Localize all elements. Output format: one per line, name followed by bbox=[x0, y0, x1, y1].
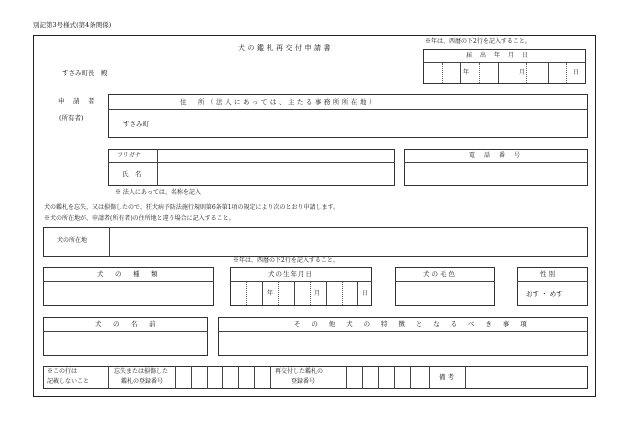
dog-name-label: 犬 の 名 前 bbox=[95, 320, 158, 328]
date-day-unit: 日 bbox=[573, 69, 580, 76]
applicant-label: 申 請 者 bbox=[58, 97, 96, 105]
office-row-divider bbox=[465, 366, 466, 389]
lost-tag-label-line2: 鑑札の登録番号 bbox=[121, 378, 164, 385]
sex-divider bbox=[517, 281, 588, 282]
birthdate-cell-divider bbox=[310, 282, 311, 305]
name-box bbox=[108, 149, 395, 186]
birthdate-month-unit: 月 bbox=[314, 290, 321, 297]
lost-tag-cell-divider bbox=[238, 366, 239, 389]
address-value[interactable]: すさみ町 bbox=[123, 120, 149, 128]
year-note-top: ※年は、西暦の下2行を記入すること。 bbox=[425, 38, 531, 45]
office-row-divider bbox=[108, 366, 109, 389]
birthdate-cell-divider bbox=[326, 282, 327, 305]
dog-location-label: 犬の所在地 bbox=[57, 237, 88, 244]
location-note: ※犬の所在地が、申請者(所有者)の住所地と違う場合に記入すること。 bbox=[44, 215, 235, 222]
office-row-divider bbox=[429, 366, 430, 389]
lost-tag-cell-divider bbox=[191, 366, 192, 389]
coat-color-divider bbox=[395, 281, 495, 282]
corporation-note: ※ 法人にあっては、名称を記入 bbox=[115, 189, 201, 196]
birthdate-divider bbox=[230, 281, 372, 282]
lost-tag-cell-divider bbox=[207, 366, 208, 389]
birthdate-cell-divider bbox=[246, 282, 247, 305]
features-label: そ の 他 犬 の 特 徴 と な る べ き 事 項 bbox=[294, 320, 529, 328]
date-cell-divider bbox=[548, 63, 549, 83]
submission-date-divider bbox=[423, 62, 586, 63]
birthdate-cell-divider bbox=[357, 282, 358, 305]
date-month-unit: 月 bbox=[519, 69, 526, 76]
submission-date-label: 届 出 年 月 日 bbox=[466, 52, 530, 59]
sex-options[interactable]: おす ・ めす bbox=[526, 290, 563, 298]
dog-location-divider bbox=[109, 227, 110, 257]
furigana-label: フリガナ bbox=[117, 152, 141, 159]
birthdate-label: 犬の生年月日 bbox=[268, 270, 313, 278]
phone-divider bbox=[404, 162, 588, 163]
address-header: 住 所（法人にあっては、主たる事務所所在地） bbox=[180, 98, 378, 106]
sex-label: 性別 bbox=[540, 270, 557, 278]
name-row-divider bbox=[108, 162, 395, 163]
date-cell-divider bbox=[442, 63, 443, 83]
remarks-label: 備考 bbox=[439, 373, 456, 381]
name-label: 氏 名 bbox=[122, 170, 142, 178]
date-cell-divider bbox=[479, 63, 480, 83]
lost-tag-cell-divider bbox=[222, 366, 223, 389]
dog-location-box bbox=[43, 227, 588, 257]
office-note-line2: 記載しないこと bbox=[47, 378, 90, 385]
office-row-divider bbox=[270, 366, 271, 389]
features-divider bbox=[218, 331, 588, 332]
form-title: 犬の鑑札再交付申請書 bbox=[238, 44, 333, 52]
birthdate-cell-divider bbox=[278, 282, 279, 305]
date-cell-divider bbox=[460, 63, 461, 83]
date-cell-divider bbox=[566, 63, 567, 83]
birthdate-cell-divider bbox=[262, 282, 263, 305]
date-cell-divider bbox=[498, 63, 499, 83]
new-tag-label-line1: 再交付した鑑札の bbox=[275, 368, 324, 375]
date-year-unit: 年 bbox=[463, 69, 470, 76]
birthdate-cell-divider bbox=[294, 282, 295, 305]
new-tag-cell-divider bbox=[378, 366, 379, 389]
dog-name-divider bbox=[43, 331, 208, 332]
breed-label: 犬 の 種 類 bbox=[97, 270, 160, 278]
owner-label: (所有者) bbox=[59, 114, 84, 122]
new-tag-cell-divider bbox=[362, 366, 363, 389]
breed-divider bbox=[43, 281, 214, 282]
office-row-divider bbox=[346, 366, 347, 389]
name-col-divider bbox=[157, 149, 158, 186]
lost-tag-label-line1: 忘失または損傷した bbox=[114, 368, 169, 375]
coat-color-label: 犬の毛色 bbox=[423, 270, 457, 278]
birthdate-cell-divider bbox=[342, 282, 343, 305]
lost-tag-cell-divider bbox=[254, 366, 255, 389]
application-statement: 犬の鑑札を忘失、又は損傷したので、狂犬病予防法施行規則第6条第1項の規定により次のとおり申請します。 bbox=[44, 204, 340, 211]
phone-header: 電 話 番 号 bbox=[469, 152, 522, 159]
new-tag-cell-divider bbox=[394, 366, 395, 389]
new-tag-label-line2: 登録番号 bbox=[291, 378, 316, 385]
birthdate-year-unit: 年 bbox=[267, 290, 274, 297]
year-note-mid: ※年は、西暦の下2行を記入すること。 bbox=[233, 257, 339, 264]
addressee: すさみ町長 殿 bbox=[62, 69, 108, 77]
form-reference: 別記第3号様式(第4条関係) bbox=[33, 21, 112, 29]
office-note-line1: ※この行は bbox=[47, 368, 78, 375]
office-row-divider bbox=[410, 366, 411, 389]
address-divider bbox=[108, 109, 588, 110]
birthdate-day-unit: 日 bbox=[362, 290, 369, 297]
office-row-divider bbox=[175, 366, 176, 389]
date-cell-divider bbox=[526, 63, 527, 83]
